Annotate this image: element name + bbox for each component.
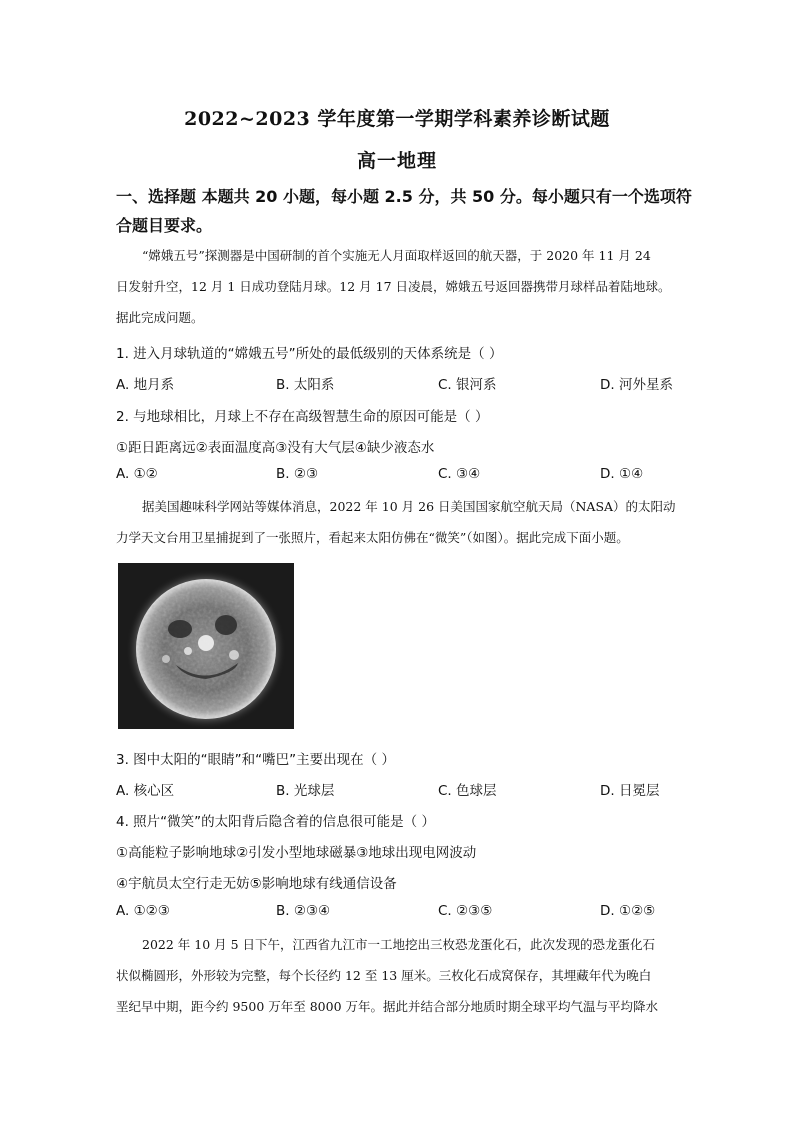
question-2-statements: ①距日距离远②表面温度高③没有大气层④缺少液态水 [116, 440, 435, 456]
question-1-stem: 1. 进入月球轨道的“嫦娥五号”所处的最低级别的天体系统是（ ） [116, 346, 503, 362]
passage-line: 垩纪早中期，距今约 9500 万年至 8000 万年。据此并结合部分地质时期全球平均气温与平均降水 [116, 999, 659, 1014]
option-d: D. 河外星系 [600, 377, 673, 393]
option-a: A. 地月系 [116, 377, 175, 393]
option-c: C. ③④ [438, 466, 481, 482]
question-3-stem: 3. 图中太阳的“眼睛”和“嘴巴”主要出现在（ ） [116, 752, 395, 768]
passage-line: 日发射升空，12 月 1 日成功登陆月球。12 月 17 日凌晨，嫦娥五号返回器携带月球样品着陆地球。 [116, 279, 671, 294]
option-a: A. ①② [116, 466, 158, 482]
sun-photo-image [118, 563, 294, 729]
option-a: A. ①②③ [116, 903, 170, 919]
question-2-options [116, 466, 716, 486]
option-b: B. 太阳系 [276, 377, 335, 393]
question-4-options [116, 903, 716, 923]
option-a: A. 核心区 [116, 783, 175, 799]
option-b: B. 光球层 [276, 783, 335, 799]
option-d: D. 日冕层 [600, 783, 660, 799]
question-4-statements-1: ①高能粒子影响地球②引发小型地球磁暴③地球出现电网波动 [116, 845, 477, 861]
question-4-statements-2: ④宇航员太空行走无妨⑤影响地球有线通信设备 [116, 876, 397, 892]
passage-line: 据此完成问题。 [116, 310, 204, 325]
exam-subject: 高一地理 [356, 150, 437, 172]
passage-line: 状似椭圆形，外形较为完整，每个长径约 12 至 13 厘米。三枚化石成窝保存，其埋藏年代为晚白 [116, 968, 652, 983]
option-b: B. ②③④ [276, 903, 331, 919]
option-b: B. ②③ [276, 466, 319, 482]
question-2-stem: 2. 与地球相比，月球上不存在高级智慧生命的原因可能是（ ） [116, 409, 489, 425]
passage-line: “嫦娥五号”探测器是中国研制的首个实施无人月面取样返回的航天器，于 2020 年 11 月 24 [142, 248, 651, 263]
question-4-stem: 4. 照片“微笑”的太阳背后隐含着的信息很可能是（ ） [116, 814, 435, 830]
passage-line: 据美国趣味科学网站等媒体消息，2022 年 10 月 26 日美国国家航空航天局（NASA）的太阳动 [142, 499, 676, 514]
question-1-options [116, 373, 716, 393]
passage-line: 2022 年 10 月 5 日下午，江西省九江市一工地挖出三枚恐龙蛋化石，此次发现的恐龙蛋化石 [142, 937, 656, 952]
option-d: D. ①②⑤ [600, 903, 656, 919]
option-c: C. 银河系 [438, 377, 497, 393]
section-heading: 一、选择题 本题共 20 小题，每小题 2.5 分，共 50 分。每小题只有一个选项符合题目要求。 [116, 187, 692, 235]
option-c: C. 色球层 [438, 783, 497, 799]
passage-change5 [116, 240, 712, 333]
passage-smiling-sun [116, 491, 712, 553]
option-c: C. ②③⑤ [438, 903, 493, 919]
question-3-options [116, 779, 716, 799]
passage-line: 力学天文台用卫星捕捉到了一张照片，看起来太阳仿佛在“微笑”（如图）。据此完成下面小题。 [116, 530, 629, 545]
exam-title: 2022~2023 学年度第一学期学科素养诊断试题 [184, 108, 610, 130]
passage-dinosaur-eggs [116, 929, 712, 1022]
option-d: D. ①④ [600, 466, 644, 482]
